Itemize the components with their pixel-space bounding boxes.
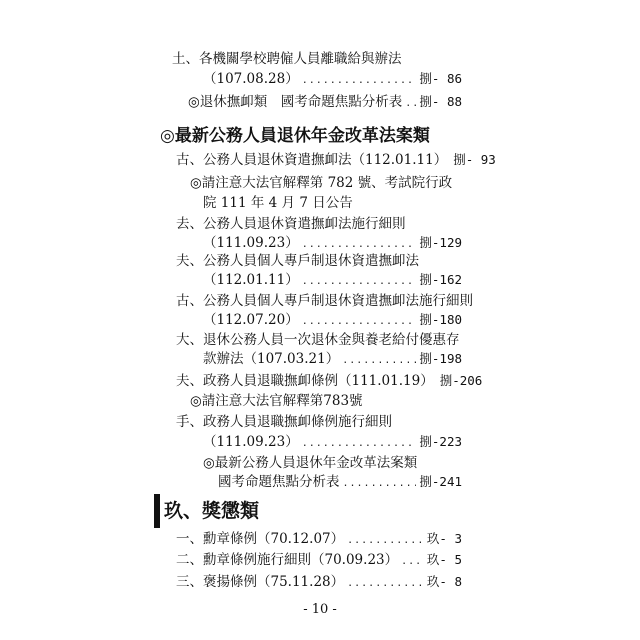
- toc-entry: [203, 193, 462, 213]
- toc-entry: [176, 150, 496, 172]
- entry-title: 國考命題焦點分析表: [218, 474, 340, 490]
- dot-leader: [302, 434, 417, 454]
- entry-title: ◎請注意大法官解釋第783號: [190, 393, 363, 409]
- page-ref: 玖- 5: [426, 552, 462, 567]
- page-ref: 捌-180: [419, 312, 462, 327]
- entry-title: ◎請注意大法官解釋第 782 號、考試院行政: [190, 175, 453, 191]
- toc-entry: [176, 412, 462, 432]
- entry-title: 去、公務人員退休資遣撫卹法施行細則: [176, 216, 406, 232]
- entry-title: 款辦法（107.03.21）: [203, 351, 340, 367]
- page-ref: 玖- 3: [426, 531, 462, 546]
- chapter-heading: 玖、獎懲類: [164, 500, 260, 522]
- toc-entry: [203, 349, 462, 371]
- page-number-footer: - 10 -: [303, 602, 337, 617]
- page-ref: 捌-129: [419, 235, 462, 250]
- toc-entry: [203, 270, 462, 292]
- toc-entry: [176, 214, 462, 234]
- entry-title: 土、各機關學校聘僱人員離職給與辦法: [172, 51, 402, 67]
- toc-entry: [176, 251, 462, 271]
- entry-title: 大、退休公務人員一次退休金與養老給付優惠存: [176, 332, 460, 348]
- entry-title: （111.09.23）: [203, 235, 299, 251]
- toc-entry: [190, 173, 462, 193]
- page-ref: 捌- 86: [419, 71, 462, 86]
- dot-leader: [302, 272, 417, 292]
- toc-entry: [203, 453, 462, 473]
- dot-leader: [405, 94, 416, 114]
- entry-title: 古、公務人員退休資遣撫卹法（112.01.11）: [176, 152, 448, 168]
- dot-leader: [302, 71, 417, 91]
- chapter-marker-bar: [154, 494, 160, 528]
- toc-entry: [172, 49, 462, 69]
- entry-title: 夫、公務人員個人專戶制退休資遣撫卹法: [176, 253, 419, 269]
- entry-title: （111.09.23）: [203, 434, 299, 450]
- page-ref: 捌-198: [419, 351, 462, 366]
- toc-entry: [176, 291, 473, 311]
- dot-leader: [302, 312, 417, 332]
- entry-title: （107.08.28）: [203, 71, 299, 87]
- toc-entry: [203, 432, 462, 454]
- entry-title: 夫、政務人員退職撫卹條例（111.01.19）: [176, 373, 434, 389]
- page-ref: 捌- 93: [453, 152, 496, 167]
- dot-leader: [342, 351, 416, 371]
- toc-entry: [176, 529, 462, 551]
- toc-entry: [203, 69, 462, 91]
- entry-title: 二、勳章條例施行細則（70.09.23）: [176, 552, 399, 568]
- page-ref: 玖- 8: [426, 574, 462, 589]
- toc-entry: [176, 330, 462, 350]
- toc-entry: [203, 310, 462, 332]
- toc-entry: [188, 92, 462, 114]
- page-ref: 捌-241: [419, 474, 462, 489]
- page-ref: 捌-162: [419, 272, 462, 287]
- toc-entry: [176, 572, 462, 594]
- entry-title: 院 111 年 4 月 7 日公告: [203, 195, 353, 211]
- entry-title: （112.01.11）: [203, 272, 299, 288]
- section-heading: ◎最新公務人員退休年金改革法案類: [160, 126, 430, 146]
- dot-leader: [401, 552, 424, 572]
- toc-entry: [190, 391, 462, 411]
- entry-title: ◎退休撫卹類 國考命題焦點分析表: [188, 94, 403, 110]
- entry-title: 一、勳章條例（70.12.07）: [176, 531, 345, 547]
- page-ref: 捌-223: [419, 434, 462, 449]
- toc-entry: [218, 472, 462, 494]
- entry-title: 手、政務人員退職撫卹條例施行細則: [176, 414, 392, 430]
- entry-title: 三、褒揚條例（75.11.28）: [176, 574, 345, 590]
- dot-leader: [347, 574, 424, 594]
- toc-entry: [176, 550, 462, 572]
- entry-title: （112.07.20）: [203, 312, 299, 328]
- dot-leader: [347, 531, 424, 551]
- dot-leader: [343, 474, 417, 494]
- page-ref: 捌-206: [439, 373, 483, 388]
- entry-title: ◎最新公務人員退休年金改革法案類: [203, 455, 418, 471]
- page-ref: 捌- 88: [419, 94, 462, 109]
- toc-entry: [176, 371, 483, 393]
- entry-title: 古、公務人員個人專戶制退休資遣撫卹法施行細則: [176, 293, 473, 309]
